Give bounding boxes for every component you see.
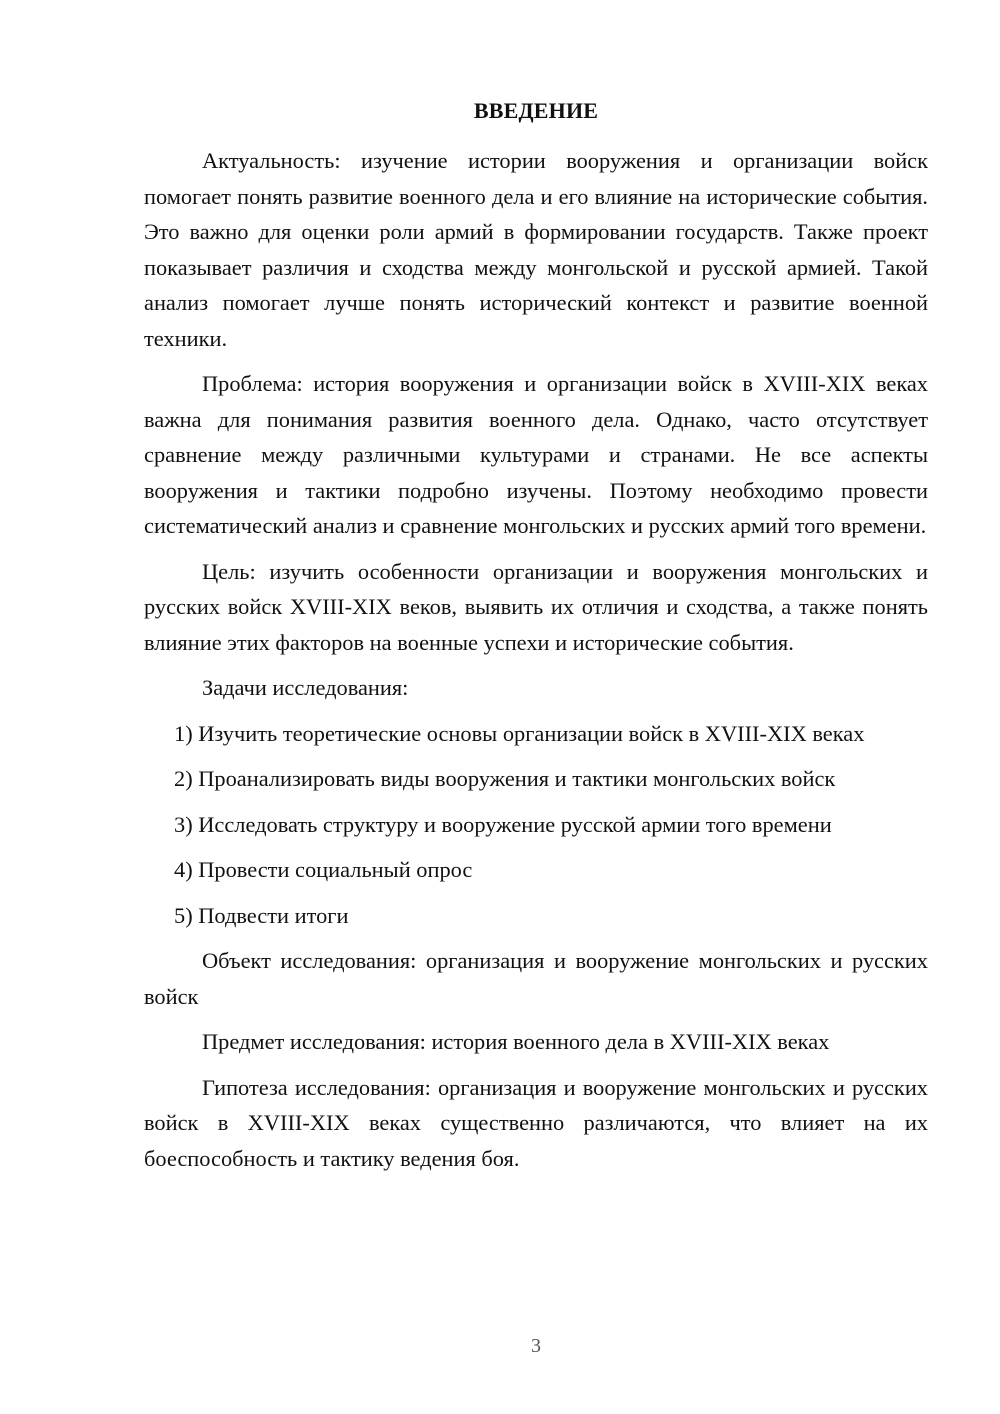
document-page <box>144 0 928 1414</box>
paragraph-problem: Проблема: история вооружения и организации войск в XVIII-XIX веках важна для понимания развития военного дела. Однако, часто отсутствует сравнение между различными культурами и странами. Не все аспекты вооружения и тактики подробно изучены. Поэтому необходимо провести систематический анализ и сравнение монгольских и русских армий того времени. <box>144 371 928 538</box>
page-number: 3 <box>531 1335 541 1357</box>
list-item: 2) Проанализировать виды вооружения и тактики монгольских войск <box>174 766 836 791</box>
paragraph-hypothesis: Гипотеза исследования: организация и вооружение монгольских и русских войск в XVIII-XIX веках существенно различаются, что влияет на их боеспособность и тактику ведения боя. <box>144 1074 928 1171</box>
paragraph-goal: Цель: изучить особенности организации и вооружения монгольских и русских войск XVIII-XIX веков, выявить их отличия и сходства, а также понять влияние этих факторов на военные успехи и исторические события. <box>144 558 928 655</box>
document-body <box>144 143 928 1186</box>
list-item: 4) Провести социальный опрос <box>174 857 473 882</box>
list-item: 1) Изучить теоретические основы организации войск в XVIII-XIX веках <box>174 720 865 746</box>
page-title: ВВЕДЕНИЕ <box>473 98 599 123</box>
paragraph-relevance: Актуальность: изучение истории вооружения и организации войск помогает понять развитие военного дела и его влияние на исторические события. Это важно для оценки роли армий в формировании государств. Также проект показывает различия и сходства между монгольской и русской армией. Такой анализ помогает лучше понять исторический контекст и развитие военной техники. <box>144 148 928 351</box>
tasks-heading: Задачи исследования: <box>202 675 409 700</box>
paragraph-object: Объект исследования: организация и вооружение монгольских и русских войск <box>144 948 928 1009</box>
list-item: 3) Исследовать структуру и вооружение русской армии того времени <box>174 811 832 837</box>
paragraph-subject: Предмет исследования: история военного дела в XVIII-XIX веках <box>202 1029 830 1054</box>
list-item: 5) Подвести итоги <box>174 902 349 928</box>
